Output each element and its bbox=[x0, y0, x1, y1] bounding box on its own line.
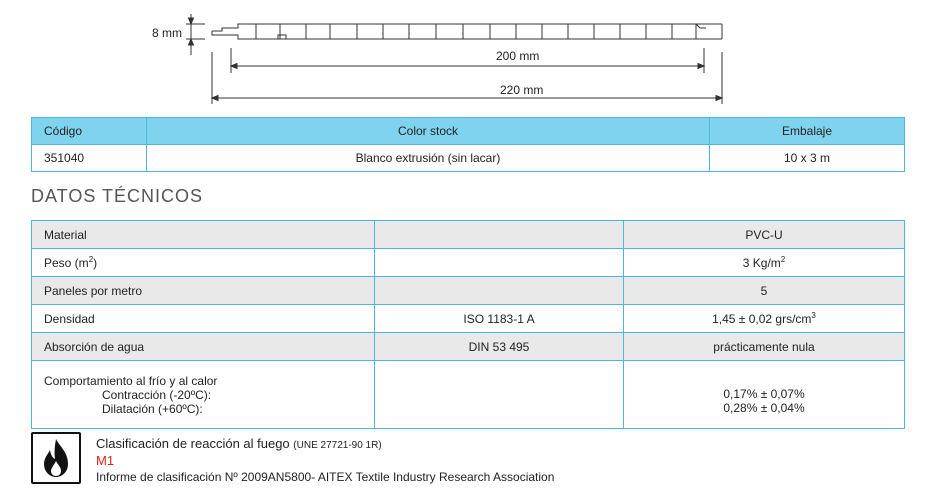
table-row bbox=[32, 145, 905, 172]
thickness-label: 8 mm bbox=[152, 26, 182, 40]
prop-weight bbox=[32, 249, 375, 277]
stock-table-header bbox=[32, 118, 905, 145]
table-row bbox=[32, 277, 905, 305]
table-row bbox=[32, 221, 905, 249]
norm-absorption: DIN 53 495 bbox=[375, 333, 624, 361]
total-width-label: 220 mm bbox=[500, 83, 544, 97]
value-density-text: 1,45 ± 0,02 grs/cm bbox=[712, 312, 812, 326]
fire-classification-title bbox=[96, 436, 382, 451]
table-row bbox=[32, 249, 905, 277]
col-header-packaging: Embalaje bbox=[710, 118, 905, 145]
norm-panels bbox=[375, 277, 624, 305]
width-label: 200 mm bbox=[496, 49, 540, 63]
value-material: PVC-U bbox=[624, 221, 905, 249]
table-row bbox=[32, 361, 905, 429]
value-thermal-contraction: 0,17% ± 0,07% bbox=[723, 386, 805, 401]
prop-density: Densidad bbox=[32, 305, 375, 333]
norm-weight bbox=[375, 249, 624, 277]
value-density-sup: 3 bbox=[811, 311, 816, 320]
value-density bbox=[624, 305, 905, 333]
value-weight-sup: 2 bbox=[780, 255, 786, 264]
tech-data-table bbox=[31, 220, 905, 429]
value-panels: 5 bbox=[624, 277, 905, 305]
panel-profile-drawing bbox=[0, 0, 944, 112]
section-title: DATOS TÉCNICOS bbox=[31, 186, 204, 206]
prop-weight-sup: 2 bbox=[88, 255, 94, 264]
cell-color: Blanco extrusión (sin lacar) bbox=[147, 145, 710, 172]
prop-panels: Paneles por metro bbox=[32, 277, 375, 305]
prop-absorption: Absorción de agua bbox=[32, 333, 375, 361]
prop-weight-text: Peso (m bbox=[44, 256, 89, 270]
fire-classification-value: M1 bbox=[96, 453, 115, 468]
fire-title-norm: (UNE 27721-90 1R) bbox=[293, 440, 382, 451]
fire-report-text: Informe de clasificación Nº 2009AN5800- AITEX Textile Industry Research Association bbox=[96, 470, 555, 484]
table-row bbox=[32, 305, 905, 333]
norm-thermal bbox=[375, 361, 624, 429]
prop-thermal-contraction: Contracción (-20ºC): bbox=[102, 387, 212, 402]
prop-thermal bbox=[32, 361, 375, 429]
col-header-code: Código bbox=[32, 118, 147, 145]
prop-thermal-dilatation: Dilatación (+60ºC): bbox=[102, 401, 203, 416]
prop-material: Material bbox=[32, 221, 375, 249]
value-thermal bbox=[624, 361, 905, 429]
value-thermal-dilatation: 0,28% ± 0,04% bbox=[723, 400, 805, 415]
value-weight bbox=[624, 249, 905, 277]
table-row bbox=[32, 333, 905, 361]
norm-material bbox=[375, 221, 624, 249]
prop-weight-tail: ) bbox=[93, 256, 98, 270]
norm-density: ISO 1183-1 A bbox=[375, 305, 624, 333]
value-weight-text: 3 Kg/m bbox=[742, 256, 781, 270]
stock-table bbox=[31, 117, 905, 172]
value-absorption: prácticamente nula bbox=[624, 333, 905, 361]
prop-thermal-title: Comportamiento al frío y al calor bbox=[44, 373, 218, 388]
cell-code: 351040 bbox=[32, 145, 147, 172]
fire-icon bbox=[31, 432, 81, 484]
cell-packaging: 10 x 3 m bbox=[710, 145, 905, 172]
col-header-color: Color stock bbox=[147, 118, 710, 145]
fire-title-text: Clasificación de reacción al fuego bbox=[96, 436, 290, 451]
